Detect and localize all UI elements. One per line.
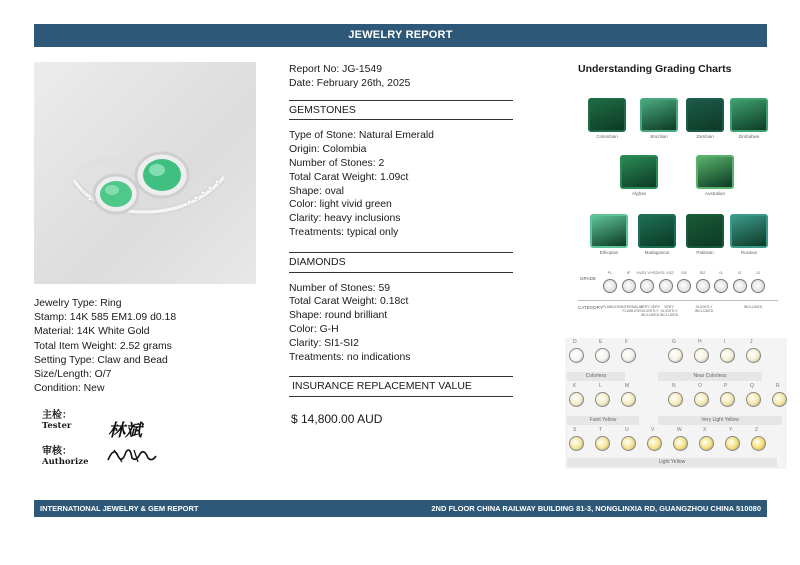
emerald-origin-label: Afghan — [631, 191, 647, 196]
gemstones-heading: GEMSTONES — [289, 100, 513, 121]
emerald-origin-label: Brazilian — [650, 134, 668, 139]
color-grade-diamond — [673, 436, 688, 451]
setting-type: Setting Type: Claw and Bead — [34, 354, 168, 366]
emerald-swatch — [588, 98, 626, 132]
color-grade-diamond — [720, 348, 735, 363]
color-group-label: Colorless — [567, 372, 625, 381]
report-number: Report No: JG-1549 — [289, 64, 382, 75]
color-grade-letter: X — [703, 427, 707, 433]
clarity-category-label: CATEGORY — [578, 305, 603, 310]
ring-photo — [34, 62, 256, 284]
gem-line: Total Carat Weight: 1.09ct — [289, 171, 409, 183]
emerald-swatch — [686, 214, 724, 248]
color-grade-letter: S — [573, 427, 577, 433]
color-grade-diamond — [569, 436, 584, 451]
footer-bar — [34, 500, 767, 517]
color-grade-letter: V — [651, 427, 655, 433]
gem-line: Origin: Colombia — [289, 144, 367, 156]
color-grade-diamond — [694, 348, 709, 363]
report-details — [289, 63, 513, 427]
color-group-label: Very Light Yellow — [658, 416, 782, 425]
authorize-signature — [104, 444, 160, 466]
report-title: JEWELRY REPORT — [348, 29, 453, 41]
color-grade-letter: O — [698, 383, 702, 389]
clarity-grade-text: SI1 — [680, 270, 687, 275]
color-grade-diamond — [621, 436, 636, 451]
tester-label — [42, 410, 72, 432]
clarity-diamond-icon — [622, 279, 636, 293]
clarity-diamond-icon — [677, 279, 691, 293]
gem-line: Shape: oval — [289, 185, 344, 197]
color-grade-letter: R — [776, 383, 780, 389]
color-grade-letter: P — [724, 383, 728, 389]
diamond-line: Color: G-H — [289, 323, 339, 335]
color-group-label: Light Yellow — [567, 458, 777, 467]
emerald-swatch — [638, 214, 676, 248]
emerald-swatch — [730, 98, 768, 132]
color-grade-diamond — [694, 392, 709, 407]
color-grade-letter: M — [625, 383, 630, 389]
color-grade-diamond — [720, 392, 735, 407]
clarity-grade-text: I1 — [719, 270, 723, 275]
tester-signature: 林斌 — [108, 421, 142, 441]
clarity-grade-text: FL — [607, 270, 613, 275]
color-grade-letter: H — [698, 339, 702, 345]
color-grade-diamond — [621, 392, 636, 407]
emerald-swatch — [730, 214, 768, 248]
color-grade-diamond — [725, 436, 740, 451]
color-grade-letter: F — [625, 339, 629, 345]
clarity-grade-text: I2 — [737, 270, 742, 275]
color-grade-diamond — [668, 348, 683, 363]
stamp: Stamp: 14K 585 EM1.09 d0.18 — [34, 312, 177, 324]
color-grade-letter: K — [573, 383, 577, 389]
grading-charts-title: Understanding Grading Charts — [578, 63, 732, 75]
clarity-grade-label: GRADE — [580, 276, 597, 281]
footer-left: INTERNATIONAL JEWELRY & GEM REPORT — [40, 504, 199, 513]
clarity-category-text: VERY VERY SLIGHTLY INCLUDED — [639, 305, 661, 317]
tester-label-cn: 主检： — [42, 410, 72, 421]
diamond-line: Total Carat Weight: 0.18ct — [289, 296, 409, 308]
color-grade-diamond — [595, 436, 610, 451]
gem-line: Clarity: heavy inclusions — [289, 213, 401, 225]
ring-illustration — [34, 62, 256, 284]
emerald-swatch — [640, 98, 678, 132]
authorize-label-cn: 审核： — [42, 446, 72, 457]
color-grade-letter: W — [677, 427, 682, 433]
clarity-category-text: INCLUDED — [743, 305, 763, 309]
color-grade-diamond — [668, 392, 683, 407]
material: Material: 14K White Gold — [34, 326, 150, 338]
size-length: Size/Length: O/7 — [34, 369, 112, 381]
gem-line: Color: light vivid green — [289, 199, 392, 211]
color-grade-diamond — [621, 348, 636, 363]
clarity-category-text: INTERNALLY FLAWLESS — [621, 305, 643, 313]
color-grade-diamond — [699, 436, 714, 451]
gemstones-list — [289, 129, 513, 239]
color-grade-letter: E — [599, 339, 603, 345]
gem-line: Type of Stone: Natural Emerald — [289, 130, 434, 142]
color-grade-diamond — [569, 392, 584, 407]
clarity-grade-text: IF — [626, 270, 631, 275]
color-grade-diamond — [647, 436, 662, 451]
color-grade-diamond — [595, 348, 610, 363]
emerald-origin-label: Australian — [704, 191, 725, 196]
diamond-line: Number of Stones: 59 — [289, 282, 391, 294]
clarity-category-text: FLAWLESS — [602, 305, 622, 309]
color-group-label: Faint Yellow — [567, 416, 639, 425]
clarity-diamond-icon — [714, 279, 728, 293]
emerald-origin-label: Zambian — [696, 134, 714, 139]
gem-line: Treatments: typical only — [289, 226, 399, 238]
color-grade-letter: Q — [750, 383, 754, 389]
color-grade-diamond — [772, 392, 787, 407]
emerald-origin-label: Colombian — [596, 134, 618, 139]
emerald-origin-label: Zimbabwe — [738, 134, 760, 139]
color-grade-letter: D — [573, 339, 577, 345]
clarity-grade-text: I3 — [756, 270, 760, 275]
gem-line: Number of Stones: 2 — [289, 157, 385, 169]
emerald-swatch — [686, 98, 724, 132]
condition: Condition: New — [34, 383, 105, 395]
item-details — [34, 297, 176, 396]
footer-address: 2ND FLOOR CHINA RAILWAY BUILDING 81-3, NONGLINXIA RD, GUANGZHOU CHINA 510080 — [431, 504, 761, 513]
clarity-grade-text: VVS1 VVS2 — [636, 270, 658, 275]
color-grade-letter: J — [750, 339, 753, 345]
clarity-diamond-icon — [733, 279, 747, 293]
diamond-line: Treatments: no indications — [289, 351, 411, 363]
clarity-diamond-icon — [640, 279, 654, 293]
clarity-divider — [578, 300, 778, 301]
color-grade-letter: Y — [729, 427, 733, 433]
clarity-diamond-icon — [751, 279, 765, 293]
color-grade-letter: N — [672, 383, 676, 389]
report-date: Date: February 26th, 2025 — [289, 77, 411, 89]
color-grade-diamond — [595, 392, 610, 407]
clarity-grade-text: VS1 VS2 — [657, 270, 674, 275]
color-grade-letter: Z — [755, 427, 759, 433]
emerald-swatch — [590, 214, 628, 248]
diamonds-heading: DIAMONDS — [289, 252, 513, 273]
color-grade-diamond — [746, 348, 761, 363]
clarity-diamond-icon — [603, 279, 617, 293]
tester-label-en: Tester — [42, 421, 72, 431]
total-item-weight: Total Item Weight: 2.52 grams — [34, 340, 172, 352]
color-grade-diamond — [569, 348, 584, 363]
diamonds-list — [289, 282, 513, 365]
clarity-category-text: VERY SLIGHTLY INCLUDED — [659, 305, 679, 317]
emerald-origin-label: Pakistan — [696, 250, 714, 255]
clarity-diamond-icon — [659, 279, 673, 293]
color-grade-diamond — [746, 392, 761, 407]
jewelry-type: Jewelry Type: Ring — [34, 298, 122, 309]
insurance-heading: INSURANCE REPLACEMENT VALUE — [289, 376, 513, 397]
emerald-swatch — [620, 155, 658, 189]
authorize-label-en: Authorize — [42, 457, 89, 467]
color-grade-diamond — [751, 436, 766, 451]
color-grade-letter: G — [672, 339, 676, 345]
diamond-line: Clarity: SI1-SI2 — [289, 337, 359, 349]
diamond-line: Shape: round brilliant — [289, 310, 388, 322]
report-title-bar — [34, 24, 767, 47]
clarity-diamond-icon — [696, 279, 710, 293]
emerald-origin-label: Russian — [740, 250, 758, 255]
emerald-swatch — [696, 155, 734, 189]
authorize-label — [42, 446, 89, 468]
clarity-grade-text: SI2 — [699, 270, 706, 275]
color-grade-letter: I — [724, 339, 726, 345]
color-grade-letter: L — [599, 383, 602, 389]
emerald-origin-label: Madagascar — [644, 250, 670, 255]
color-group-label: Near Colorless — [658, 372, 762, 381]
clarity-category-text: SLIGHTLY INCLUDED — [694, 305, 714, 313]
color-grade-letter: U — [625, 427, 629, 433]
insurance-value: $ 14,800.00 AUD — [291, 412, 383, 427]
emerald-origin-label: Ethiopian — [599, 250, 619, 255]
color-grade-letter: T — [599, 427, 603, 433]
